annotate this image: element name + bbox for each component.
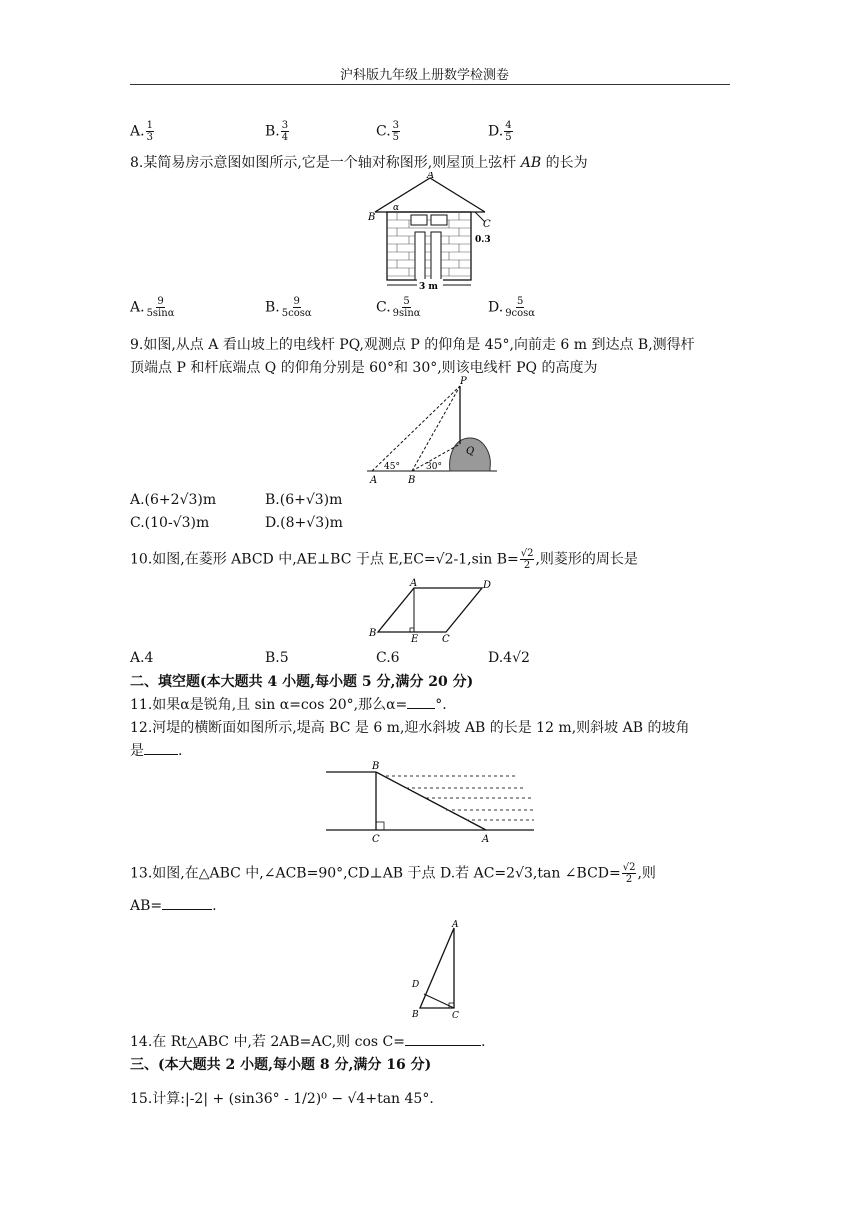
q13-label-a: A — [452, 920, 459, 930]
q10-option-c[interactable]: C.6 — [376, 650, 400, 666]
q10-option-a[interactable]: A.4 — [130, 650, 154, 666]
q7-option-a[interactable]: A. $\frac{1}{3}$ — [130, 120, 153, 143]
q12-stem-line1: 12.河堤的横断面如图所示,堤高 BC 是 6 m,迎水斜坡 AB 的长是 12 m,则斜坡 AB 的坡角 — [130, 720, 690, 736]
q9-label-p: P — [460, 376, 467, 387]
q13-label-c: C — [452, 1011, 459, 1021]
q12-embankment-figure — [322, 760, 538, 846]
q11-answer-blank[interactable] — [407, 708, 435, 709]
q8-option-d[interactable]: D. $\frac{5}{9\cos\alpha}$ — [488, 296, 536, 319]
page-header-title: 沪科版九年级上册数学检测卷 — [340, 68, 510, 83]
q15-stem: 15.计算:|-2| + (sin36° - 1/2)⁰ − √4+tan 45°. — [130, 1091, 434, 1107]
q13-label-d: D — [412, 980, 420, 990]
q10-stem: 10.如图,在菱形 ABCD 中,AE⊥BC 于点 E,EC=√2-1,sin B= $\frac{√2}{2}$ ,则菱形的周长是 — [130, 548, 638, 571]
q12-label-b: B — [372, 761, 380, 772]
q10-label-a: A — [410, 578, 418, 589]
q10-option-d[interactable]: D.4√2 — [488, 650, 530, 666]
q9-label-a: A — [370, 475, 378, 486]
q14-stem: 14.在 Rt△ABC 中,若 2AB=AC,则 cos C= . — [130, 1034, 486, 1050]
q8-option-c[interactable]: C. $\frac{5}{9\sin\alpha}$ — [376, 296, 421, 319]
q12-label-a: A — [482, 834, 490, 845]
q13-triangle-figure — [400, 920, 470, 1024]
q10-label-e: E — [411, 634, 419, 644]
section-3-title: 三、(本大题共 2 小题,每小题 8 分,满分 16 分) — [130, 1057, 432, 1073]
q10-label-d: D — [483, 580, 492, 591]
q7-option-c[interactable]: C. $\frac{3}{5}$ — [376, 120, 400, 143]
header-rule — [130, 84, 730, 85]
q13-stem-line2: AB= . — [130, 898, 217, 914]
q12-label-c: C — [372, 834, 380, 845]
q9-option-b[interactable]: B.(6+√3)m — [265, 492, 343, 508]
q8-label-width: 3 m — [419, 282, 438, 290]
q9-option-c[interactable]: C.(10-√3)m — [130, 515, 210, 531]
q9-label-b: B — [408, 475, 416, 486]
q10-label-b: B — [369, 628, 377, 639]
q12-stem-line2: 是 . — [130, 743, 183, 759]
q9-option-d[interactable]: D.(8+√3)m — [265, 515, 343, 531]
q9-label-30: 30° — [426, 462, 442, 472]
q8-house-figure — [365, 172, 495, 290]
section-2-title: 二、填空题(本大题共 4 小题,每小题 5 分,满分 20 分) — [130, 674, 474, 690]
q10-label-c: C — [442, 634, 450, 644]
q8-label-b: B — [368, 212, 376, 223]
q13-label-b: B — [412, 1010, 419, 1020]
q9-stem-line1: 9.如图,从点 A 看山坡上的电线杆 PQ,观测点 P 的仰角是 45°,向前走 6 m 到达点 B,测得杆 — [130, 337, 695, 353]
q7-option-b[interactable]: B. $\frac{3}{4}$ — [265, 120, 289, 143]
q8-option-a[interactable]: A. $\frac{9}{5\sin\alpha}$ — [130, 296, 175, 319]
q7-option-d[interactable]: D. $\frac{4}{5}$ — [488, 120, 512, 143]
q11-stem: 11.如果α是锐角,且 sin α=cos 20°,那么α= °. — [130, 697, 447, 713]
q14-answer-blank[interactable] — [405, 1045, 481, 1046]
q10-rhombus-figure — [366, 576, 496, 644]
q12-answer-blank[interactable] — [144, 754, 178, 755]
q8-label-alpha: α — [393, 203, 400, 213]
q8-label-c: C — [483, 219, 491, 230]
q9-label-45: 45° — [384, 462, 400, 472]
q9-stem-line2: 顶端点 P 和杆底端点 Q 的仰角分别是 60°和 30°,则该电线杆 PQ 的高度为 — [130, 360, 598, 376]
q10-option-b[interactable]: B.5 — [265, 650, 289, 666]
q8-label-a: A — [427, 172, 435, 181]
q8-option-b[interactable]: B. $\frac{9}{5\cos\alpha}$ — [265, 296, 312, 319]
q8-label-height: 0.3 — [475, 235, 491, 245]
q9-label-q: Q — [466, 446, 475, 457]
q9-option-a[interactable]: A.(6+2√3)m — [130, 492, 217, 508]
q9-pole-figure — [362, 376, 502, 486]
q13-answer-blank[interactable] — [162, 909, 212, 910]
q13-stem: 13.如图,在△ABC 中,∠ACB=90°,CD⊥AB 于点 D.若 AC=2√3,tan ∠BCD= $\frac{√2}{2}$ ,则 — [130, 862, 656, 885]
q8-stem: 8.某简易房示意图如图所示,它是一个轴对称图形,则屋顶上弦杆 AB 的长为 — [130, 155, 588, 171]
